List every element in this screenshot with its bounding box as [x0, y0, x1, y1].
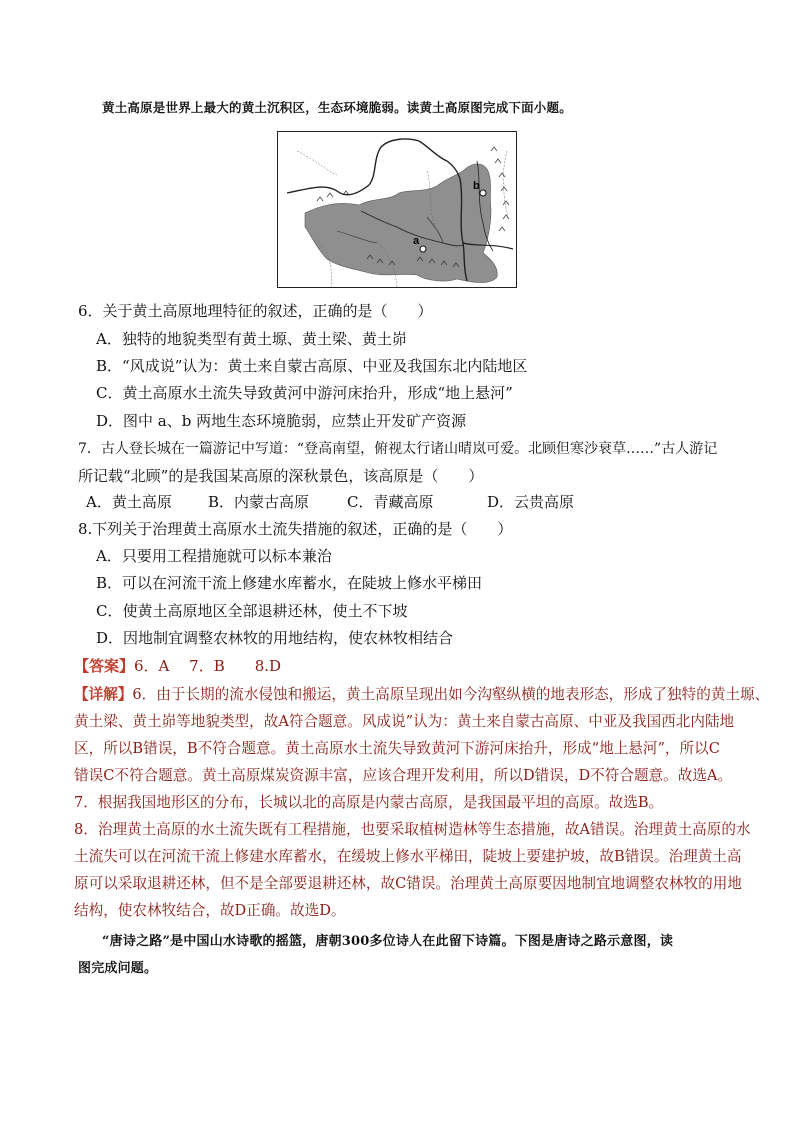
question-6-option-b: B．“风成说”认为：黄土来自蒙古高原、中亚及我国东北内陆地区 — [96, 357, 528, 375]
question-7-option-c: C．青藏高原 — [347, 493, 434, 511]
detail-line-7: 土流失可以在河流干流上修建水库蓄水，在缓坡上修水平梯田，陡坡上要建护坡，故B错误。治理黄土高 — [74, 848, 742, 865]
answer-text: 6．A 7．B 8.D — [134, 657, 282, 675]
question-8-stem: 8.下列关于治理黄土高原水土流失措施的叙述，正确的是（ ） — [78, 520, 513, 538]
answer-line — [74, 655, 281, 676]
question-6-option-a: A．独特的地貌类型有黄土塬、黄土梁、黄土峁 — [96, 330, 407, 348]
detail-line-4: 错误C不符合题意。黄土高原煤炭资源丰富，应该合理开发利用，所以D错误，D不符合题意。故选A。 — [74, 767, 733, 784]
detail-line-2: 黄土梁、黄土峁等地貌类型，故A符合题意。风成说”认为：黄土来自蒙古高原、中亚及我国西北内陆地 — [74, 713, 735, 730]
map-label-a: a — [413, 235, 420, 247]
question-7-stem-line2: 所记载“北顾”的是我国某高原的深秋景色，该高原是（ ） — [78, 467, 484, 485]
question-7-stem-line1: 7．古人登长城在一篇游记中写道：“登高南望，俯视太行诸山晴岚可爱。北顾但寒沙衰草……”古人游记 — [78, 441, 718, 457]
question-6-option-c: C．黄土高原水土流失导致黄河中游河床抬升，形成“地上悬河” — [96, 384, 513, 402]
question-7-option-a: A．黄土高原 — [86, 493, 172, 511]
detail-line-1: 【详解】6．由于长期的流水侵蚀和搬运，黄土高原呈现出如今沟壑纵横的地表形态，形成了独特的黄土塬、 — [74, 686, 770, 703]
loess-plateau-map — [277, 131, 517, 288]
question-8-option-c: C．使黄土高原地区全部退耕还林，使土不下坡 — [96, 602, 408, 620]
question-8-option-d: D．因地制宜调整农林牧的用地结构，使农林牧相结合 — [96, 629, 454, 647]
intro-text-tang-poetry-line2: 图完成问题。 — [78, 961, 158, 976]
detail-tag: 【详解】 — [74, 686, 133, 703]
detail-line-9: 结构，使农林牧结合，故D正确。故选D。 — [74, 902, 346, 919]
detail-line-8: 原可以采取退耕还林，但不是全部要退耕还林，故C错误。治理黄土高原要因地制宜地调整农林牧的用地 — [74, 875, 742, 892]
intro-text-tang-poetry-line1: “唐诗之路”是中国山水诗歌的摇篮，唐朝300多位诗人在此留下诗篇。下图是唐诗之路示意图，读 — [102, 934, 674, 949]
question-7-option-d: D．云贵高原 — [487, 493, 575, 511]
detail-line-5: 7．根据我国地形区的分布，长城以北的高原是内蒙古高原，是我国最平坦的高原。故选B。 — [74, 794, 664, 811]
intro-text-loess: 黄土高原是世界上最大的黄土沉积区，生态环境脆弱。读黄土高原图完成下面小题。 — [102, 100, 572, 115]
answer-tag: 【答案】 — [74, 657, 135, 675]
detail-line-6: 8．治理黄土高原的水土流失既有工程措施，也要采取植树造林等生态措施，故A错误。治理黄土高原的水 — [74, 821, 751, 838]
detail-line-3: 区，所以B错误，B不符合题意。黄土高原水土流失导致黄河下游河床抬升，形成“地上悬河”，所以C — [74, 740, 720, 757]
question-6-stem: 6．关于黄土高原地理特征的叙述，正确的是（ ） — [78, 302, 433, 320]
question-8-option-a: A．只要用工程措施就可以标本兼治 — [96, 547, 332, 565]
map-label-b: b — [473, 180, 480, 192]
question-7-option-b: B．内蒙古高原 — [208, 493, 310, 511]
question-6-option-d: D．图中 a、b 两地生态环境脆弱，应禁止开发矿产资源 — [96, 412, 467, 430]
question-8-option-b: B．可以在河流干流上修建水库蓄水，在陡坡上修水平梯田 — [96, 574, 483, 592]
